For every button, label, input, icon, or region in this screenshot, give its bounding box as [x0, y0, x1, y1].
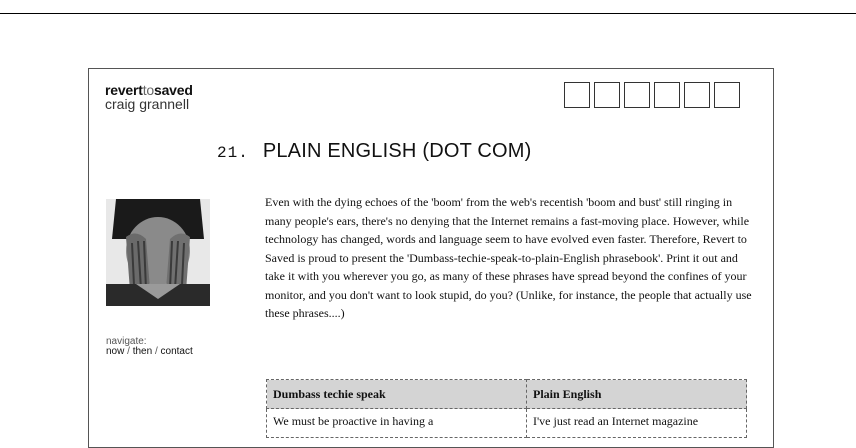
phrasebook-table — [266, 379, 747, 438]
header-box — [564, 82, 590, 108]
nav-link-then[interactable]: then — [132, 346, 153, 357]
nav-link-contact[interactable]: contact — [160, 346, 193, 357]
article-title: PLAIN ENGLISH (DOT COM) — [262, 140, 532, 162]
table-cell: I've just read an Internet magazine — [527, 409, 747, 438]
article-heading — [217, 140, 532, 163]
header-box — [654, 82, 680, 108]
header-box — [714, 82, 740, 108]
header-boxes — [564, 82, 744, 108]
column-header-techie: Dumbass techie speak — [267, 380, 527, 409]
table-row — [267, 409, 747, 438]
nav-separator: / — [152, 346, 161, 357]
site-navigation — [106, 337, 193, 357]
nav-links — [106, 347, 193, 357]
top-divider — [0, 13, 856, 14]
site-brand[interactable] — [105, 83, 193, 111]
site-logo: reverttosaved — [105, 82, 193, 98]
author-name: craig grannell — [105, 96, 190, 112]
article-number: 21. — [217, 144, 249, 162]
article-intro: Even with the dying echoes of the 'boom' from the web's recentish 'boom and bust' still ringing in many people's ears, there's no denying that the Internet remains a fast-moving place. However, while technology has changed, words and language seem to have evolved even faster. Therefore, Revert to Saved is proud to present the 'Dumbass-techie-speak-to-plain-English phrasebook'. Print it out and take it with you wherever you go, as many of these phrases have spread beyond the confines of your monitor, and you don't want to look stupid, do you? (Unlike, for instance, the people that actually use these phrases....) — [265, 195, 752, 320]
person-covering-face-photo — [106, 199, 210, 306]
nav-link-now[interactable]: now — [106, 346, 125, 357]
table-cell: We must be proactive in having a — [267, 409, 527, 438]
nav-separator: / — [124, 346, 133, 357]
table-header-row — [267, 380, 747, 409]
header-box — [594, 82, 620, 108]
column-header-plain: Plain English — [527, 380, 747, 409]
header-box — [684, 82, 710, 108]
header-box — [624, 82, 650, 108]
nav-label: navigate: — [106, 336, 147, 347]
page-frame — [88, 68, 774, 448]
